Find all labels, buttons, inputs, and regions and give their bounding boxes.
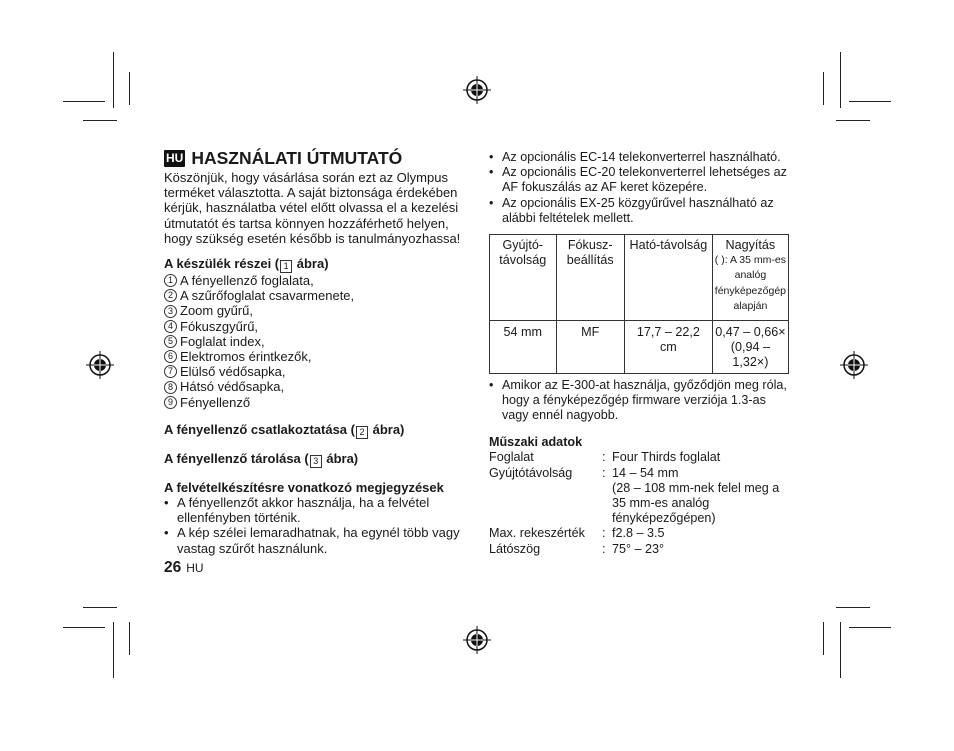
crop-mark (849, 101, 891, 102)
item-label: Hátsó védősapka, (180, 379, 285, 395)
crop-mark (836, 607, 870, 608)
spec-value: f2.8 – 3.5 (612, 526, 665, 541)
list-item: • A fényellenzőt akkor használja, ha a felvétel ellenfényben történik. (164, 495, 464, 525)
list-item (164, 303, 464, 318)
table-cell: 54 mm (490, 321, 557, 374)
page-language: HU (186, 560, 204, 575)
figure-ref: 1 (280, 260, 292, 273)
extension-tube-table (489, 234, 789, 374)
item-number: 2 (164, 289, 177, 302)
table-header: Nagyítás ( ): A 35 mm-es analóg fényképezőgép alapján (712, 235, 788, 321)
firmware-note (489, 378, 791, 424)
list-item (164, 288, 464, 303)
item-number: 1 (164, 274, 177, 287)
spec-row: Látószög : 75° – 23° (489, 542, 791, 557)
parts-heading: A készülék részei ( 1 ábra) (164, 256, 329, 272)
accessory-notes-list (489, 150, 791, 226)
list-item (164, 349, 464, 364)
item-label: A fényellenző foglalata, (180, 273, 314, 289)
crop-mark (113, 622, 114, 678)
list-item (164, 334, 464, 349)
list-item (164, 395, 464, 410)
list-item: • Az opcionális EX-25 közgyűrűvel használható az alábbi feltételek mellett. (489, 196, 791, 226)
item-number: 7 (164, 365, 177, 378)
item-label: Fényellenző (180, 394, 251, 410)
tech-specs-title: Műszaki adatok (489, 435, 583, 450)
parts-list (164, 273, 464, 410)
item-label: A szűrőfoglalat csavarmenete, (180, 288, 355, 304)
page-title (164, 147, 464, 168)
crop-mark (129, 622, 130, 655)
item-label: Foglalat index, (180, 333, 265, 349)
spec-key: Max. rekeszérték (489, 526, 585, 541)
item-number: 8 (164, 381, 177, 394)
list-item (164, 364, 464, 379)
table-cell: 17,7 – 22,2 cm (624, 321, 712, 374)
spec-value-note: (28 – 108 mm-nek felel meg a 35 mm-es analóg fényképezőgépen) (612, 480, 780, 526)
list-item: • A kép szélei lemaradhatnak, ha egynél több vagy vastag szűrőt használunk. (164, 525, 464, 555)
crop-mark (840, 622, 841, 678)
table-header: Ható-távolság (624, 235, 712, 321)
list-item (164, 379, 464, 394)
crop-mark (836, 120, 870, 121)
language-badge: HU (166, 151, 184, 165)
list-item (164, 319, 464, 334)
right-column (489, 150, 791, 557)
figure-ref: 3 (310, 455, 322, 468)
crop-mark (83, 607, 117, 608)
list-item: • Az opcionális EC-14 telekonverterrel használható. (489, 150, 791, 165)
spec-key: Foglalat (489, 450, 534, 465)
spec-key: Gyújtótávolság (489, 465, 573, 480)
crop-mark (83, 120, 117, 121)
registration-mark-icon (463, 76, 491, 104)
spec-row: Foglalat : Four Thirds foglalat (489, 450, 791, 465)
page-footer (164, 560, 464, 576)
notes-heading: A felvételkészítésre vonatkozó megjegyzések (164, 479, 444, 495)
list-item: • Az opcionális EC-20 telekonverterrel lehetséges az AF fokuszálás az AF keret közepére. (489, 165, 791, 195)
tech-specs (489, 435, 791, 557)
item-number: 6 (164, 350, 177, 363)
table-row (490, 321, 789, 374)
page-title-text: HASZNÁLATI ÚTMUTATÓ (191, 147, 403, 168)
notes-list (164, 495, 464, 556)
crop-mark (840, 52, 841, 108)
left-column (164, 147, 464, 576)
item-number: 9 (164, 396, 177, 409)
table-header: Gyújtó-távolság (490, 235, 557, 321)
spec-key: Látószög (489, 541, 541, 556)
store-heading: A fényellenző tárolása ( 3 ábra) (164, 450, 359, 466)
item-number: 5 (164, 335, 177, 348)
page-number: 26 (164, 558, 182, 576)
spec-row: Gyújtótávolság : 14 – 54 mm (28 – 108 mm-nek felel meg a 35 mm-es analóg fényképezőgépen) (489, 465, 780, 526)
list-item (164, 273, 464, 288)
crop-mark (849, 627, 891, 628)
item-label: Zoom gyűrű, (180, 303, 253, 319)
table-header-row (490, 235, 789, 321)
list-item: • Amikor az E-300-at használja, győződjön meg róla, hogy a fényképezőgép firmware verziója 1.3-as vagy ennél nagyobb. (489, 378, 791, 424)
crop-mark (823, 72, 824, 105)
item-number: 4 (164, 320, 177, 333)
figure-ref: 2 (356, 426, 368, 439)
crop-mark (113, 52, 114, 108)
table-header-note: ( ): A 35 mm-es analóg fényképezőgép alapján (714, 254, 787, 312)
spec-value: 75° – 23° (612, 541, 665, 556)
table-cell: MF (556, 321, 624, 374)
intro-paragraph: Köszönjük, hogy vásárlása során ezt az Olympus terméket választotta. A saját biztonsága érdekében kérjük, használatba vétel előtt olvassa el a kezelési útmutatót és tartsa könnyen hozzáférhető helyen, hogy szükség esetén később is tanulmányozhassa! (164, 170, 461, 246)
spec-value: Four Thirds foglalat (612, 450, 721, 465)
crop-mark (63, 101, 105, 102)
spec-value: 14 – 54 mm (612, 465, 679, 480)
item-label: Elektromos érintkezők, (180, 349, 312, 365)
table-header: Fókusz-beállítás (556, 235, 624, 321)
item-label: Elülső védősapka, (180, 364, 286, 380)
registration-mark-icon (463, 626, 491, 654)
crop-mark (823, 622, 824, 655)
spec-row: Max. rekeszérték : f2.8 – 3.5 (489, 526, 791, 541)
crop-mark (129, 72, 130, 105)
table-cell: 0,47 – 0,66× (0,94 – 1,32×) (712, 321, 788, 374)
registration-mark-icon (840, 351, 868, 379)
item-label: Fókuszgyűrű, (180, 318, 259, 334)
crop-mark (63, 627, 105, 628)
item-number: 3 (164, 305, 177, 318)
registration-mark-icon (86, 351, 114, 379)
attach-heading: A fényellenző csatlakoztatása ( 2 ábra) (164, 421, 405, 437)
